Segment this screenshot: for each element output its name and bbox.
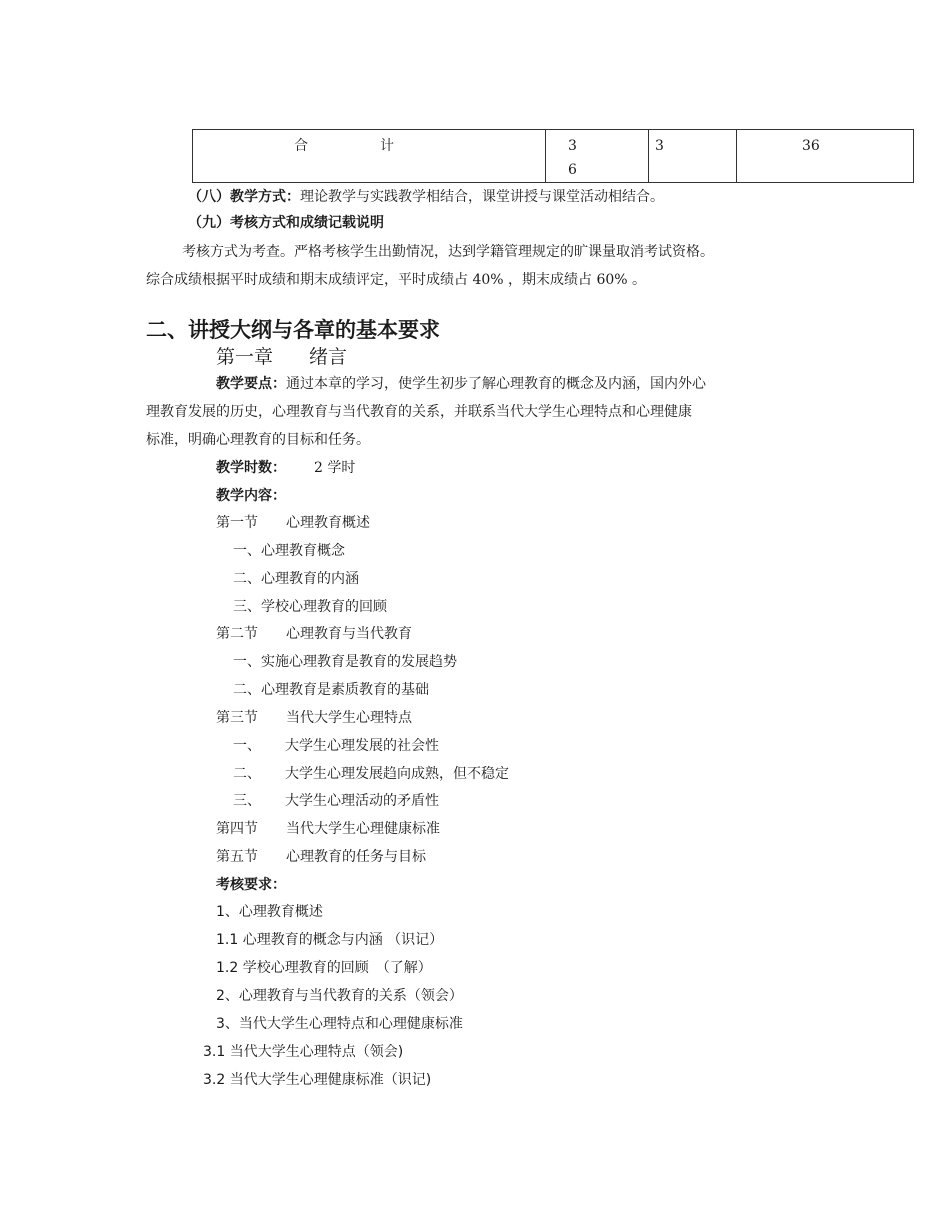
chapter-number: 第一章: [216, 346, 274, 368]
teaching-method-label: （八）教学方式：: [188, 189, 300, 205]
total-row-table: [192, 129, 914, 183]
total-col3-cell: 3: [649, 130, 737, 183]
section-2-item: 一、实施心理教育是教育的发展趋势: [233, 654, 457, 670]
requirement-item: 2、心理教育与当代教育的关系（领会）: [216, 988, 463, 1004]
section-3-number: 第三节: [216, 710, 258, 726]
section-3-title: 当代大学生心理特点: [286, 710, 412, 726]
section-3-item-number: 二、: [233, 766, 261, 782]
section-5: [216, 846, 426, 866]
chapter-name: 绪言: [309, 346, 348, 368]
teaching-hours: [216, 457, 355, 477]
requirement-item: 1.2 学校心理教育的回顾 （了解）: [216, 960, 432, 976]
chapter-title: [216, 342, 347, 369]
section-4-number: 第四节: [216, 821, 258, 837]
total-col2-line2: 6: [568, 162, 577, 178]
total-col4-cell: 36: [737, 130, 914, 183]
section-2: [216, 623, 412, 643]
total-col2-line1: 3: [568, 138, 577, 154]
section-1-item: 二、心理教育的内涵: [233, 571, 359, 587]
section-3-item: [233, 735, 439, 755]
requirement-item: 3、当代大学生心理特点和心理健康标准: [216, 1016, 463, 1032]
requirements-label: 考核要求：: [216, 877, 286, 893]
section-3-item: [233, 763, 509, 783]
section-3-item-text: 大学生心理活动的矛盾性: [285, 793, 439, 809]
total-label-cell: [193, 130, 546, 183]
total-label-a: 合: [294, 138, 308, 154]
total-label-b: 计: [380, 138, 394, 154]
teaching-method-text: 理论教学与实践教学相结合，课堂讲授与课堂活动相结合。: [300, 189, 664, 205]
section-2-number: 第二节: [216, 626, 258, 642]
section-1-title: 心理教育概述: [286, 515, 370, 531]
teaching-content-label: 教学内容：: [216, 488, 286, 504]
section-3-item: [233, 790, 439, 810]
key-points-line-3: 标准，明确心理教育的目标和任务。: [146, 432, 370, 448]
section-1: [216, 512, 370, 532]
assessment-line-1: 考核方式为考查。严格考核学生出勤情况，达到学籍管理规定的旷课量取消考试资格。: [182, 244, 714, 260]
requirement-item: 3.1 当代大学生心理特点（领会): [203, 1044, 404, 1060]
section-5-number: 第五节: [216, 849, 258, 865]
table-row: [193, 130, 914, 183]
section-4-title: 当代大学生心理健康标准: [286, 821, 440, 837]
section-5-title: 心理教育的任务与目标: [286, 849, 426, 865]
key-points-line-1: [216, 373, 706, 393]
section-3-item-text: 大学生心理发展的社会性: [285, 738, 439, 754]
section-1-item: 三、学校心理教育的回顾: [233, 599, 387, 615]
teaching-hours-label: 教学时数：: [216, 460, 286, 476]
assessment-heading: （九）考核方式和成绩记载说明: [188, 215, 384, 231]
key-points-label: 教学要点：: [216, 376, 286, 392]
key-points-line-2: 理教育发展的历史，心理教育与当代教育的关系，并联系当代大学生心理特点和心理健康: [146, 404, 692, 420]
requirement-item: 1.1 心理教育的概念与内涵 （识记）: [216, 932, 444, 948]
section-3-item-text: 大学生心理发展趋向成熟，但不稳定: [285, 766, 509, 782]
section-1-number: 第一节: [216, 515, 258, 531]
requirement-item: 1、心理教育概述: [216, 904, 323, 920]
outline-heading: 二、讲授大纲与各章的基本要求: [146, 318, 440, 342]
section-3: [216, 707, 412, 727]
key-points-text-1: 通过本章的学习，使学生初步了解心理教育的概念及内涵，国内外心: [286, 376, 706, 392]
total-col2-cell: [546, 130, 649, 183]
section-3-item-number: 一、: [233, 738, 261, 754]
teaching-hours-value: 2 学时: [314, 460, 356, 476]
teaching-method-line: [188, 186, 664, 206]
requirement-item: 3.2 当代大学生心理健康标准（识记): [203, 1072, 432, 1088]
assessment-line-2: 综合成绩根据平时成绩和期末成绩评定，平时成绩占 40% ，期末成绩占 60% 。: [146, 272, 647, 288]
section-2-item: 二、心理教育是素质教育的基础: [233, 682, 429, 698]
section-2-title: 心理教育与当代教育: [286, 626, 412, 642]
section-1-item: 一、心理教育概念: [233, 543, 345, 559]
section-4: [216, 818, 440, 838]
section-3-item-number: 三、: [233, 793, 261, 809]
